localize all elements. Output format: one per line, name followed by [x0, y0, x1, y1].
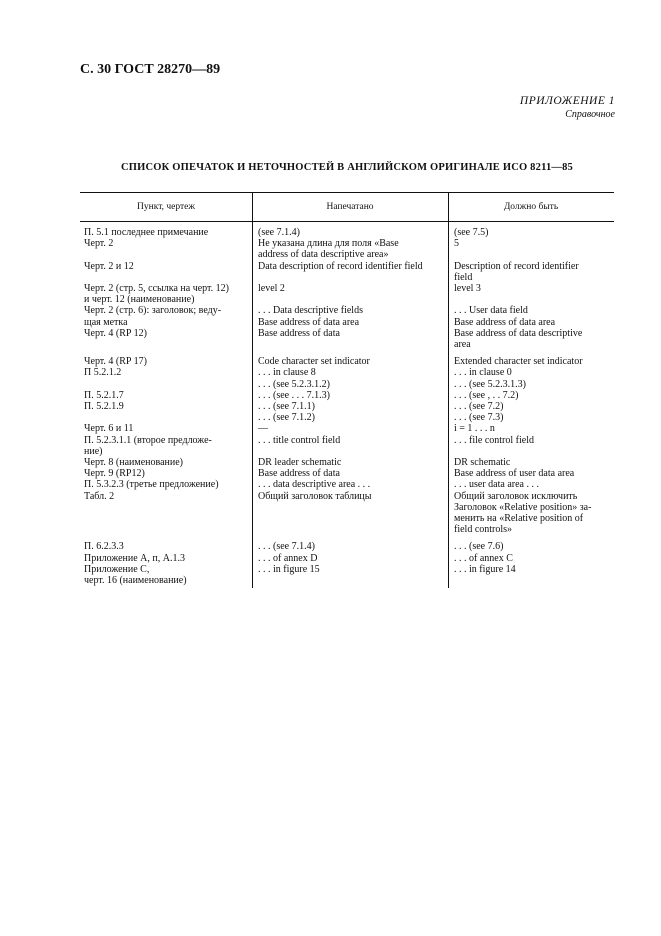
- table-cell: . . . in clause 8 . . . (see 5.2.3.1.2): [258, 367, 330, 390]
- table-cell: Extended character set indicator: [454, 356, 583, 368]
- table-cell: Не указана длина для поля «Base address of data descriptive area»: [258, 238, 399, 261]
- table-cell: DR leader schematic: [258, 457, 342, 469]
- table-cell: Base address of data: [258, 468, 340, 480]
- table-cell: (see 7.1.4): [258, 227, 300, 238]
- table-cell: . . . User data field Base address of data area: [454, 305, 556, 328]
- appendix-subtitle: Справочное: [565, 109, 615, 120]
- table-cell: . . . (see , . . 7.2): [454, 389, 519, 401]
- table-row: [80, 356, 614, 367]
- table-row: [80, 423, 614, 434]
- table-row: [80, 435, 614, 457]
- table-cell: level 3: [454, 283, 481, 295]
- table-cell: . . . in figure 14: [454, 563, 516, 575]
- table-cell: П. 5.2.1.9: [84, 401, 124, 413]
- table-cell: . . . file control field: [454, 434, 534, 446]
- table-row: [80, 541, 614, 552]
- table-cell: Черт. 2: [84, 238, 114, 250]
- table-cell: . . . in clause 0 . . . (see 5.2.3.1.3): [454, 367, 526, 390]
- table-cell: Черт. 6 и 11: [84, 423, 134, 435]
- table-cell: —: [258, 423, 268, 435]
- table-row: [80, 227, 614, 238]
- table-cell: Общий заголовок исключить Заголовок «Relative position» за- менить на «Relative position of field controls»: [454, 490, 592, 536]
- table-row: [80, 328, 614, 350]
- table-header: [80, 192, 614, 222]
- table-cell: DR schematic: [454, 457, 511, 469]
- table-row: [80, 457, 614, 468]
- column-header-item: Пункт, чертеж: [137, 202, 195, 212]
- table-cell: Черт. 4 (RP 12): [84, 327, 147, 339]
- appendix-label: [520, 94, 615, 122]
- table-cell: Data description of record identifier field: [258, 260, 423, 272]
- table-row: [80, 401, 614, 423]
- table-cell: . . . (see 7.6): [454, 541, 504, 553]
- table-row: [80, 491, 614, 536]
- table-row: [80, 305, 614, 327]
- table-cell: Base address of user data area: [454, 468, 575, 480]
- table-row: [80, 283, 614, 305]
- table-cell: Черт. 2 (стр. 5, ссылка на черт. 12) и черт. 12 (наименование): [84, 283, 229, 306]
- table-row: [80, 468, 614, 479]
- table-cell: Черт. 9 (RP12): [84, 468, 145, 480]
- table-cell: i = 1 . . . n: [454, 423, 495, 435]
- column-header-correct: Должно быть: [503, 202, 559, 212]
- table-cell: . . . of annex C: [454, 552, 513, 564]
- table-cell: . . . of annex D: [258, 552, 318, 564]
- table-cell: Общий заголовок таблицы: [258, 490, 372, 502]
- table-cell: П. 6.2.3.3: [84, 541, 124, 553]
- table-cell: Черт. 4 (RP 17): [84, 356, 147, 368]
- table-cell: level 2: [258, 283, 285, 295]
- table-cell: П 5.2.1.2: [84, 367, 122, 379]
- table-cell: Приложение А, п, А.1.3: [84, 552, 185, 564]
- table-cell: . . . (see 7.1.4): [258, 541, 315, 553]
- table-cell: Base address of data: [258, 327, 340, 339]
- table-cell: . . . (see 7.1.1) . . . (see 7.1.2): [258, 401, 315, 424]
- table-cell: П. 5.2.1.7: [84, 389, 124, 401]
- table-cell: . . . user data area . . .: [454, 479, 539, 491]
- table-cell: 5: [454, 238, 459, 250]
- table-cell: Code character set indicator: [258, 356, 370, 368]
- table-cell: Табл. 2: [84, 490, 115, 502]
- table-cell: (see 7.5): [454, 227, 489, 238]
- table-cell: . . . title control field: [258, 434, 341, 446]
- table-cell: . . . in figure 15: [258, 563, 320, 575]
- table-cell: Description of record identifier field: [454, 260, 579, 283]
- table-cell: Черт. 8 (наименование): [84, 457, 184, 469]
- table-cell: . . . Data descriptive fields Base address of data area: [258, 305, 363, 328]
- errata-table: [80, 192, 614, 586]
- document-title: СПИСОК ОПЕЧАТОК И НЕТОЧНОСТЕЙ В АНГЛИЙСКОМ ОРИГИНАЛЕ ИСО 8211—85: [121, 162, 573, 173]
- column-header-printed: Напечатано: [326, 202, 374, 212]
- table-cell: Черт. 2 и 12: [84, 260, 134, 272]
- table-row: [80, 553, 614, 564]
- table-cell: П. 5.3.2.3 (третье предложение): [84, 479, 219, 491]
- table-body: [80, 222, 614, 586]
- table-cell: П. 5.1 последнее примечание: [84, 227, 209, 238]
- table-row: [80, 261, 614, 283]
- table-row: [80, 564, 614, 586]
- table-row: [80, 479, 614, 490]
- table-cell: Черт. 2 (стр. 6): заголовок; веду- щая метка: [84, 305, 222, 328]
- table-cell: Приложение С, черт. 16 (наименование): [84, 563, 187, 587]
- table-cell: Base address of data descriptive area: [454, 327, 583, 351]
- table-cell: . . . (see . . . 7.1.3): [258, 389, 330, 401]
- table-cell: . . . (see 7.2) . . . (see 7.3): [454, 401, 504, 424]
- table-cell: П. 5.2.3.1.1 (второе предложе- ние): [84, 434, 212, 457]
- table-cell: . . . data descriptive area . . .: [258, 479, 371, 491]
- table-row: [80, 238, 614, 260]
- table-row: [80, 390, 614, 401]
- page-header: С. 30 ГОСТ 28270—89: [80, 62, 221, 77]
- table-row: [80, 367, 614, 389]
- appendix-title: ПРИЛОЖЕНИЕ 1: [519, 95, 615, 107]
